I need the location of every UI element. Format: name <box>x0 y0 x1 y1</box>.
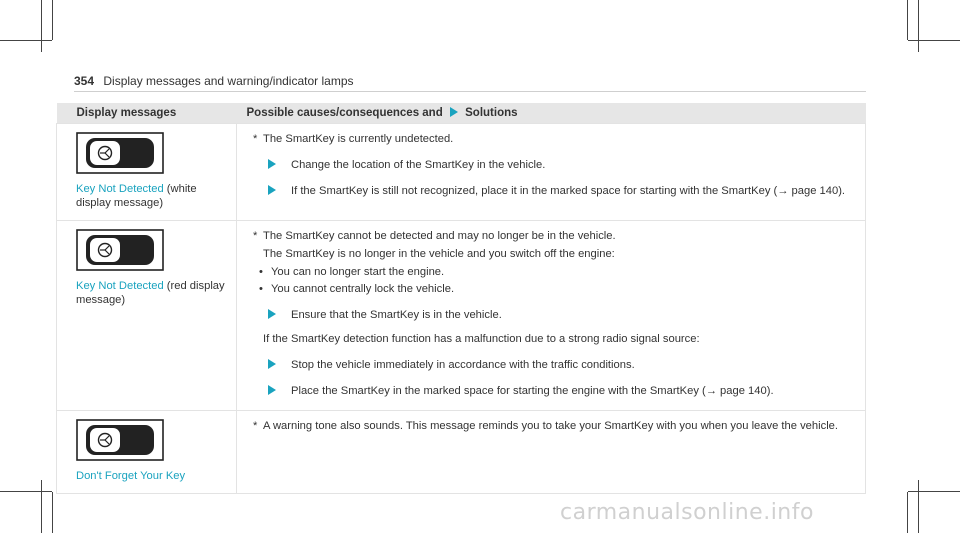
arrow-right-icon <box>268 359 276 369</box>
message-cell <box>57 124 237 221</box>
solution-step: Stop the vehicle immediately in accordance with the traffic conditions. <box>253 358 851 372</box>
crop-mark <box>907 0 908 40</box>
crop-mark <box>0 40 52 41</box>
solution-step: Ensure that the SmartKey is in the vehicle. <box>253 308 851 322</box>
crop-mark <box>41 480 42 533</box>
solution-step: If the SmartKey is still not recognized, place it in the marked space for starting with the SmartKey (→ page 140). <box>253 184 851 198</box>
crop-mark <box>52 0 53 40</box>
crop-mark <box>907 492 908 533</box>
arrow-right-icon <box>450 107 458 117</box>
list-item: • You cannot centrally lock the vehicle. <box>253 282 851 296</box>
crop-mark <box>52 492 53 533</box>
crop-mark <box>41 0 42 52</box>
message-suffix: (white display message) <box>76 183 197 209</box>
message-suffix: (red display message) <box>76 280 225 306</box>
cause-text: * The SmartKey cannot be detected and may no longer be in the vehicle. <box>253 230 616 242</box>
crop-mark <box>918 480 919 533</box>
crop-mark <box>918 0 919 52</box>
cause-text-2: The SmartKey is no longer in the vehicle and you switch off the engine: <box>263 248 615 260</box>
arrow-right-icon <box>268 385 276 395</box>
solution-step: Change the location of the SmartKey in the vehicle. <box>253 158 851 172</box>
arrow-right-icon <box>268 185 276 195</box>
malfunction-paragraph: If the SmartKey detection function has a malfunction due to a strong radio signal source: <box>263 333 700 345</box>
page-title: Display messages and warning/indicator lamps <box>103 74 354 88</box>
message-cell <box>57 221 237 411</box>
message-name: Key Not Detected <box>76 280 164 292</box>
column-header-causes <box>237 103 866 124</box>
cause-text: * The SmartKey is currently undetected. <box>253 133 454 145</box>
display-messages-table <box>56 103 866 494</box>
message-name: Key Not Detected <box>76 183 164 195</box>
watermark: carmanualsonline.info <box>560 500 814 525</box>
column-header-solutions-text: Solutions <box>465 107 518 119</box>
table-row <box>57 221 866 411</box>
arrow-right-icon <box>268 159 276 169</box>
cause-text: * A warning tone also sounds. This message reminds you to take your SmartKey with you when you leave the vehicle. <box>253 420 839 432</box>
message-cell <box>57 411 237 494</box>
crop-mark <box>0 491 52 492</box>
solution-step: Place the SmartKey in the marked space for starting the engine with the SmartKey (→ page 140). <box>253 384 851 398</box>
page-number: 354 <box>74 74 95 88</box>
cause-cell <box>237 221 866 411</box>
message-name: Don't Forget Your Key <box>76 470 186 482</box>
column-header-messages: Display messages <box>57 103 237 124</box>
table-row <box>57 124 866 221</box>
cause-cell <box>237 124 866 221</box>
crop-mark <box>908 491 960 492</box>
table-header-row <box>57 103 866 124</box>
header-divider <box>74 91 866 92</box>
smartkey-icon <box>76 229 164 271</box>
crop-mark <box>908 40 960 41</box>
cause-cell <box>237 411 866 494</box>
page-header <box>74 74 866 88</box>
smartkey-icon <box>76 419 164 461</box>
arrow-right-icon <box>268 309 276 319</box>
smartkey-icon <box>76 132 164 174</box>
list-item: • You can no longer start the engine. <box>253 265 851 279</box>
table-row <box>57 411 866 494</box>
column-header-causes-text: Possible causes/consequences and <box>246 107 443 119</box>
